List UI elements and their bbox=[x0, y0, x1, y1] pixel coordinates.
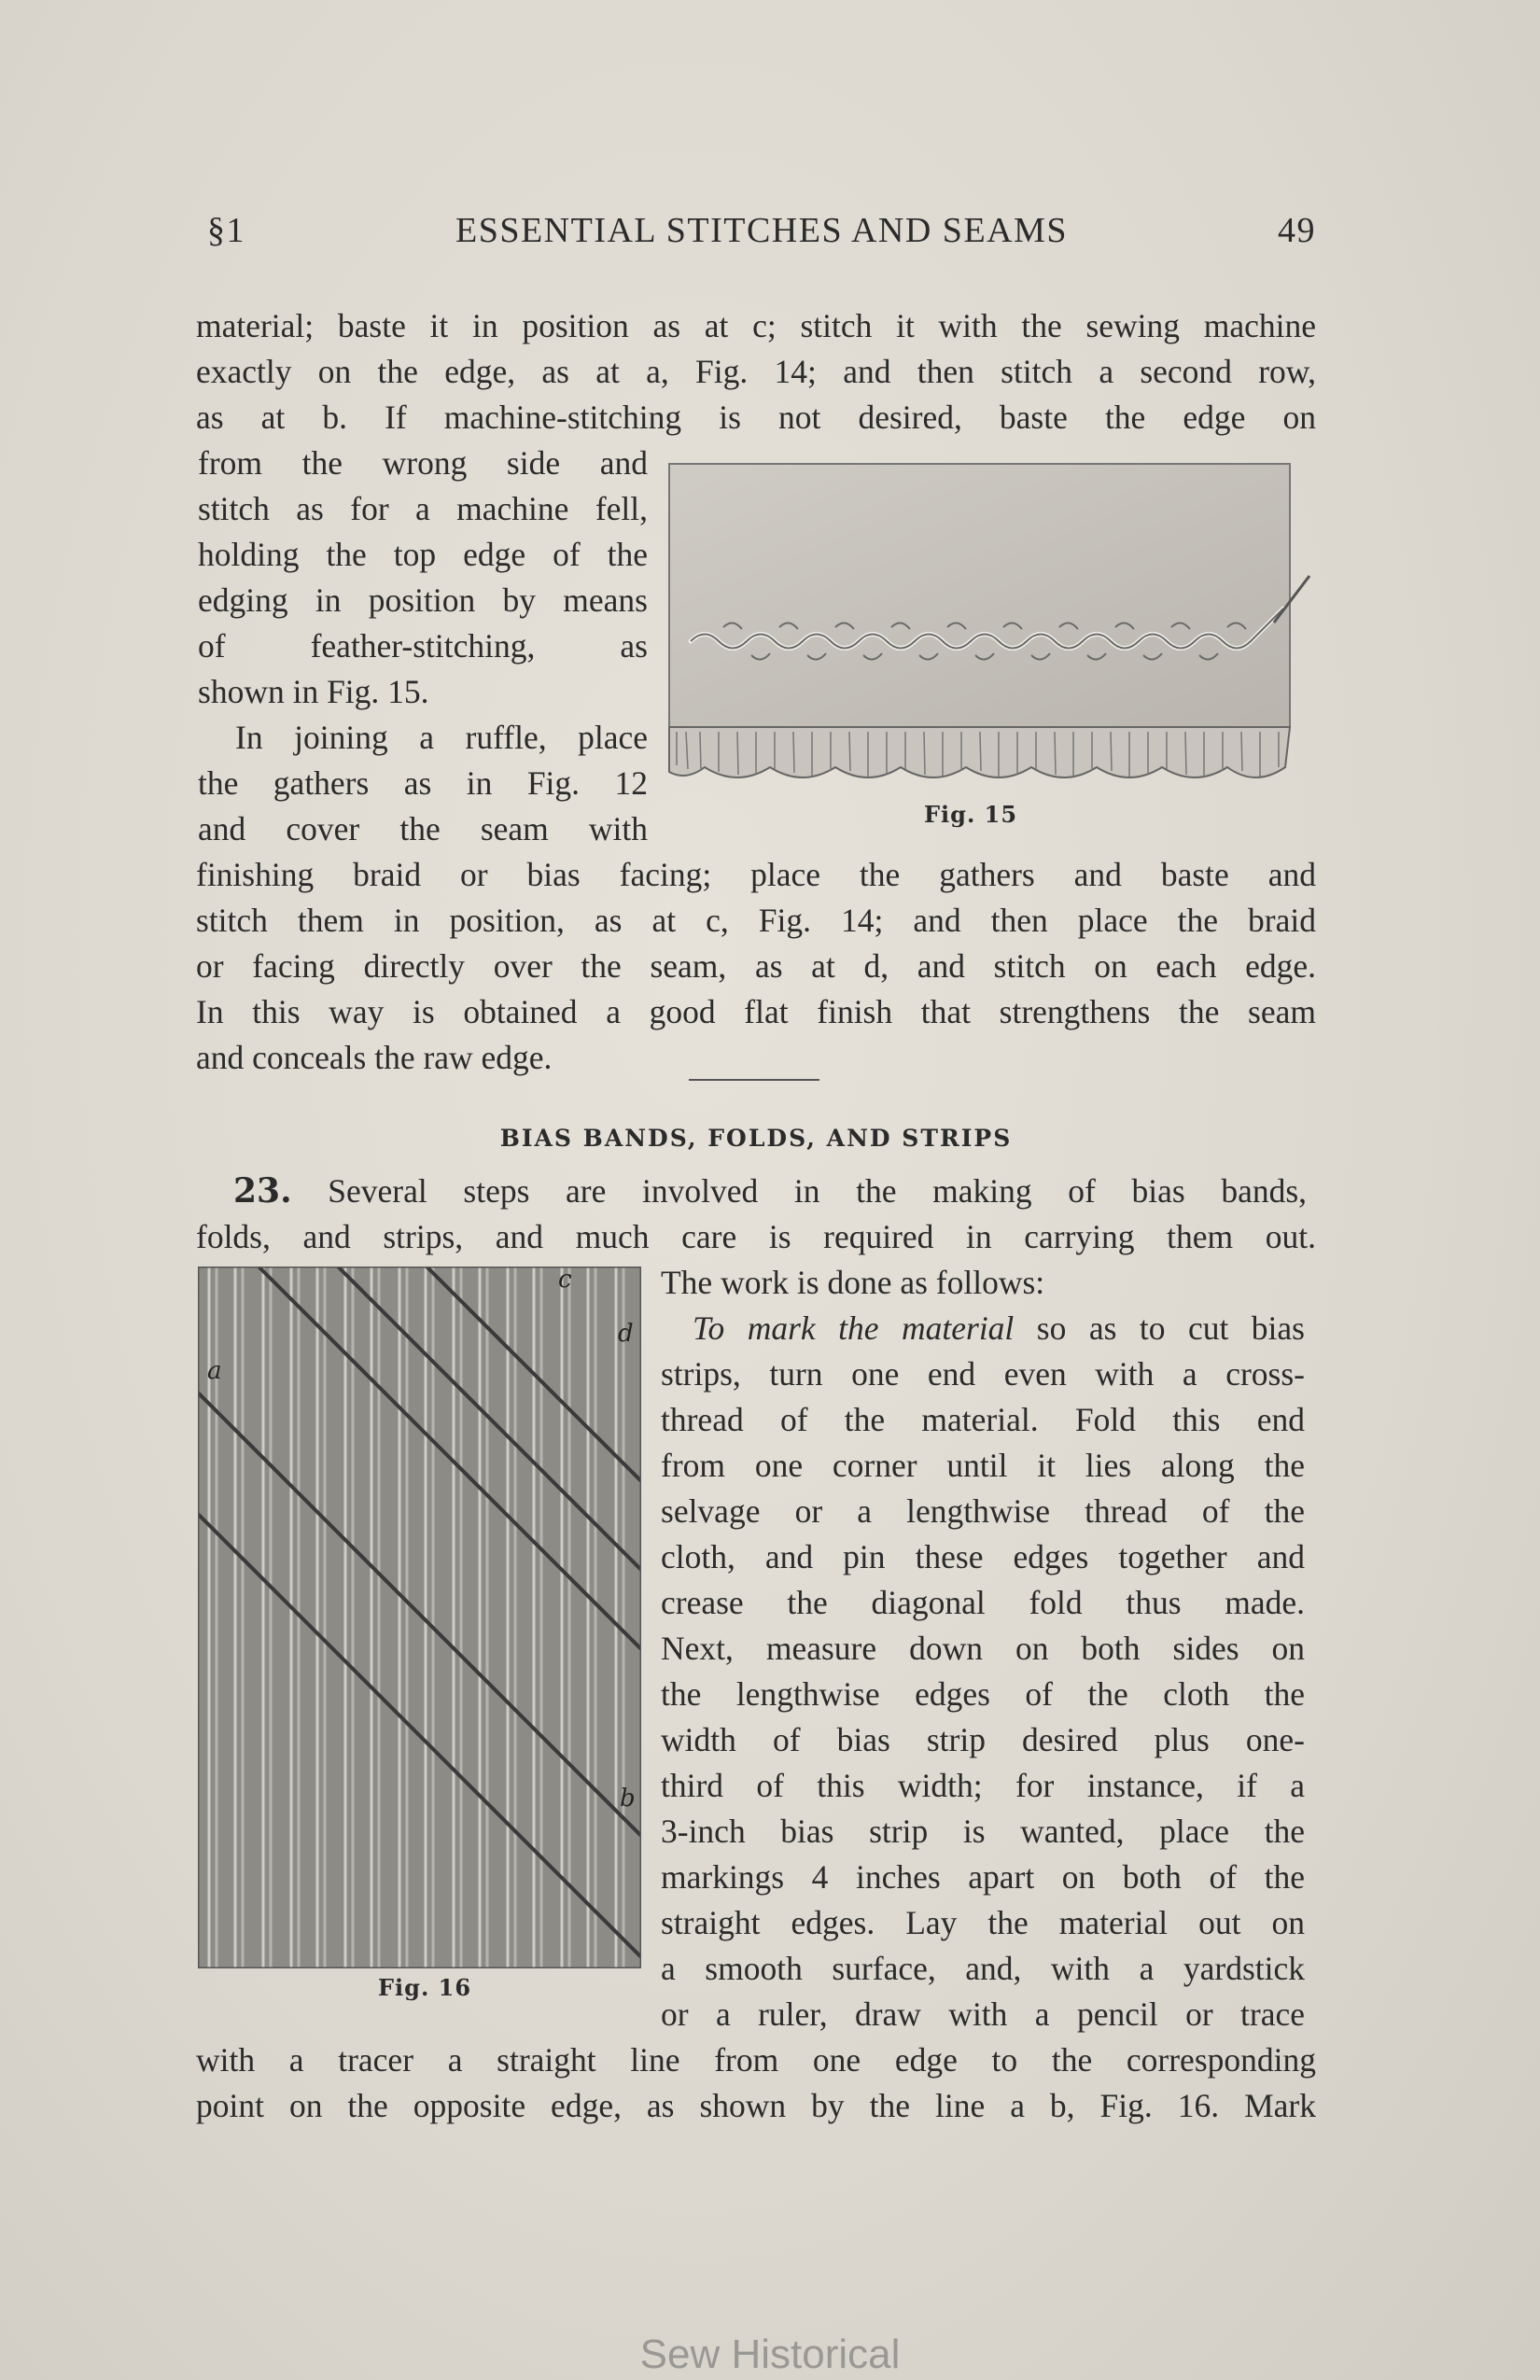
fig16-label-d: d bbox=[618, 1320, 634, 1348]
text-line: the gathers as in Fig. 12 bbox=[198, 764, 648, 802]
text-line: from the wrong side and bbox=[198, 444, 648, 482]
section-heading: BIAS BANDS, FOLDS, AND STRIPS bbox=[499, 1125, 1013, 1152]
text-line: In joining a ruffle, place bbox=[235, 719, 648, 756]
section-mark: §1 bbox=[207, 211, 245, 250]
italic-term: To mark the material bbox=[693, 1309, 1015, 1347]
text-line: a smooth surface, and, with a yardstick bbox=[661, 1950, 1305, 1987]
text-line: third of this width; for instance, if a bbox=[661, 1767, 1305, 1804]
text-line: stitch as for a machine fell, bbox=[198, 490, 648, 527]
page-number: 49 bbox=[1278, 211, 1316, 250]
watermark: Sew Historical bbox=[639, 2331, 901, 2377]
text-line: exactly on the edge, as at a, Fig. 14; and then stitch a second row, bbox=[196, 353, 1316, 390]
text-line: or a ruler, draw with a pencil or trace bbox=[661, 1995, 1305, 2033]
text-line: of feather-stitching, as bbox=[198, 627, 648, 665]
text-line: selvage or a lengthwise thread of the bbox=[661, 1492, 1305, 1530]
text-line: point on the opposite edge, as shown by the line a b, Fig. 16. Mark bbox=[196, 2087, 1316, 2124]
text-line: the lengthwise edges of the cloth the bbox=[661, 1675, 1305, 1713]
text-line: holding the top edge of the bbox=[198, 536, 648, 573]
paragraph-number: 23. bbox=[233, 1171, 292, 1211]
text-span: Several steps are involved in the making of bias bands, bbox=[328, 1172, 1308, 1210]
text-line: as at b. If machine-stitching is not desired, baste the edge on bbox=[196, 399, 1316, 436]
fig16-label-c: c bbox=[558, 1267, 572, 1294]
text-line: shown in Fig. 15. bbox=[198, 673, 429, 710]
text-line: width of bias strip desired plus one- bbox=[661, 1721, 1305, 1758]
text-line: markings 4 inches apart on both of the bbox=[661, 1858, 1305, 1896]
text-line: with a tracer a straight line from one edge to the corresponding bbox=[196, 2041, 1316, 2079]
figure-15-caption: Fig. 15 bbox=[924, 801, 1018, 828]
text-line bbox=[661, 1306, 1305, 1351]
text-line: crease the diagonal fold thus made. bbox=[661, 1584, 1305, 1621]
text-line: straight edges. Lay the material out on bbox=[661, 1904, 1305, 1941]
text-line: finishing braid or bias facing; place the gathers and baste and bbox=[196, 856, 1316, 893]
page-header bbox=[207, 210, 1316, 262]
figure-15-illustration bbox=[667, 459, 1311, 791]
text-line: edging in position by means bbox=[198, 581, 648, 619]
figure-16-caption: Fig. 16 bbox=[378, 1974, 472, 2001]
fig16-label-b: b bbox=[620, 1785, 636, 1813]
text-line: material; baste it in position as at c; stitch it with the sewing machine bbox=[196, 307, 1316, 344]
text-line: The work is done as follows: bbox=[661, 1264, 1045, 1301]
text-line: thread of the material. Fold this end bbox=[661, 1401, 1305, 1438]
fig16-label-a: a bbox=[207, 1357, 222, 1385]
text-line: folds, and strips, and much care is required in carrying them out. bbox=[196, 1218, 1316, 1255]
text-line: strips, turn one end even with a cross- bbox=[661, 1355, 1305, 1393]
text-line: 3-inch bias strip is wanted, place the bbox=[661, 1813, 1305, 1850]
text-span: so as to cut bias bbox=[1036, 1309, 1305, 1347]
text-line: or facing directly over the seam, as at d, and stitch on each edge. bbox=[196, 947, 1316, 985]
text-line: stitch them in position, as at c, Fig. 14; and then place the braid bbox=[196, 902, 1316, 939]
text-line bbox=[233, 1169, 1307, 1214]
figure-16-illustration bbox=[198, 1267, 641, 1968]
text-line: Next, measure down on both sides on bbox=[661, 1630, 1305, 1667]
text-line: and cover the seam with bbox=[198, 810, 648, 847]
running-title: ESSENTIAL STITCHES AND SEAMS bbox=[455, 211, 1069, 250]
text-line: and conceals the raw edge. bbox=[196, 1039, 553, 1076]
text-line: In this way is obtained a good flat finish that strengthens the seam bbox=[196, 993, 1316, 1030]
text-line: cloth, and pin these edges together and bbox=[661, 1538, 1305, 1575]
section-divider bbox=[689, 1079, 819, 1081]
text-line: from one corner until it lies along the bbox=[661, 1447, 1305, 1484]
